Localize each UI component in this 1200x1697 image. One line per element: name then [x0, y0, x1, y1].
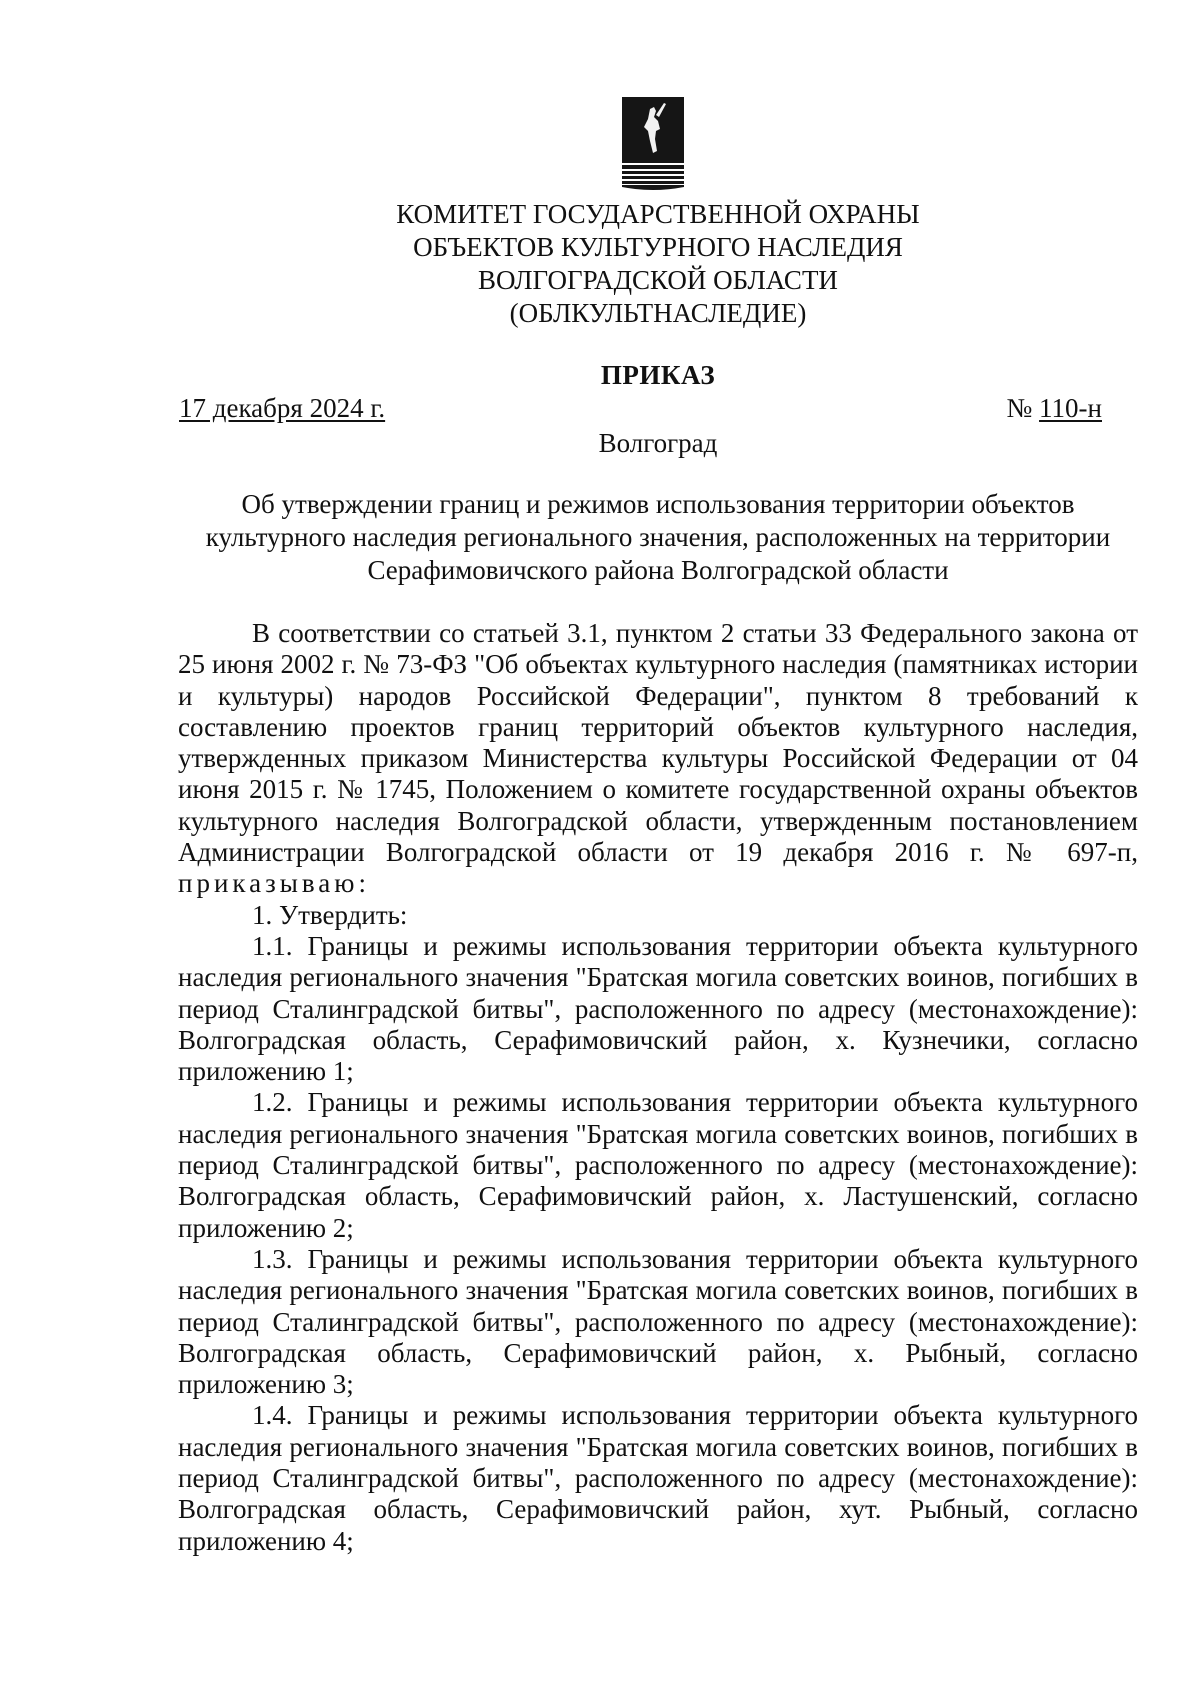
document-date: 17 декабря 2024 г. — [179, 393, 386, 423]
preamble-text: В соответствии со статьей 3.1, пунктом 2 статьи 33 Федерального закона от 25 июня 2002 г. № 73-ФЗ "Об объектах культурного наследия (памятниках истории и культуры) народов Российской Федерации", пунктом 8 требований к составлению проектов границ территорий объектов культурного наследия, утвержденных приказом Министерства культуры Российской Федерации от 04 июня 2015 г. № 1745, Положением о комитете государственной охраны объектов культурного наследия Волгоградской области, утвержденным постановлением Администрации Волгоградской области от 19 декабря 2016 г. № 697-п, — [178, 618, 1138, 868]
document-city: Волгоград — [598, 428, 718, 458]
coat-of-arms-icon — [620, 95, 686, 191]
item-1-4: 1.4. Границы и режимы использования территории объекта культурного наследия регионального значения "Братская могила советских воинов, погибших в период Сталинградской битвы", расположенного по адресу (местонахождение): Волгоградская область, Серафимовичский район, хут. Рыбный, согласно приложению 4; — [178, 1400, 1138, 1556]
document-type: ПРИКАЗ — [600, 360, 716, 390]
preamble-paragraph — [178, 618, 1138, 900]
order-word: приказываю: — [178, 868, 370, 899]
number-prefix: № — [1006, 393, 1040, 423]
org-line-2: ОБЪЕКТОВ КУЛЬТУРНОГО НАСЛЕДИЯ — [413, 232, 903, 262]
document-body — [178, 618, 1138, 1557]
number-value: 110-н — [1039, 393, 1102, 423]
subject-line-2: культурного наследия регионального значения, расположенных на территории — [205, 522, 1111, 552]
document-subject — [178, 488, 1138, 587]
organization-name — [200, 198, 1116, 330]
document-number — [1007, 392, 1102, 424]
subject-line-3: Серафимовичского района Волгоградской области — [367, 555, 949, 585]
subject-line-1: Об утверждении границ и режимов использования территории объектов — [241, 489, 1075, 519]
org-line-3: ВОЛГОГРАДСКОЙ ОБЛАСТИ — [478, 265, 838, 295]
item-1-3: 1.3. Границы и режимы использования территории объекта культурного наследия регионального значения "Братская могила советских воинов, погибших в период Сталинградской битвы", расположенного по адресу (местонахождение): Волгоградская область, Серафимовичский район, х. Рыбный, согласно приложению 3; — [178, 1243, 1138, 1400]
org-line-4: (ОБЛКУЛЬТНАСЛЕДИЕ) — [509, 298, 807, 328]
item-1: 1. Утвердить: — [252, 899, 408, 930]
item-1-1: 1.1. Границы и режимы использования территории объекта культурного наследия регионального значения "Братская могила советских воинов, погибших в период Сталинградской битвы", расположенного по адресу (местонахождение): Волгоградская область, Серафимовичский район, х. Кузнечики, согласно приложению 1; — [178, 930, 1138, 1087]
org-line-1: КОМИТЕТ ГОСУДАРСТВЕННОЙ ОХРАНЫ — [396, 199, 920, 229]
item-1-2: 1.2. Границы и режимы использования территории объекта культурного наследия регионального значения "Братская могила советских воинов, погибших в период Сталинградской битвы", расположенного по адресу (местонахождение): Волгоградская область, Серафимовичский район, х. Ластушенский, согласно приложению 2; — [178, 1087, 1138, 1243]
